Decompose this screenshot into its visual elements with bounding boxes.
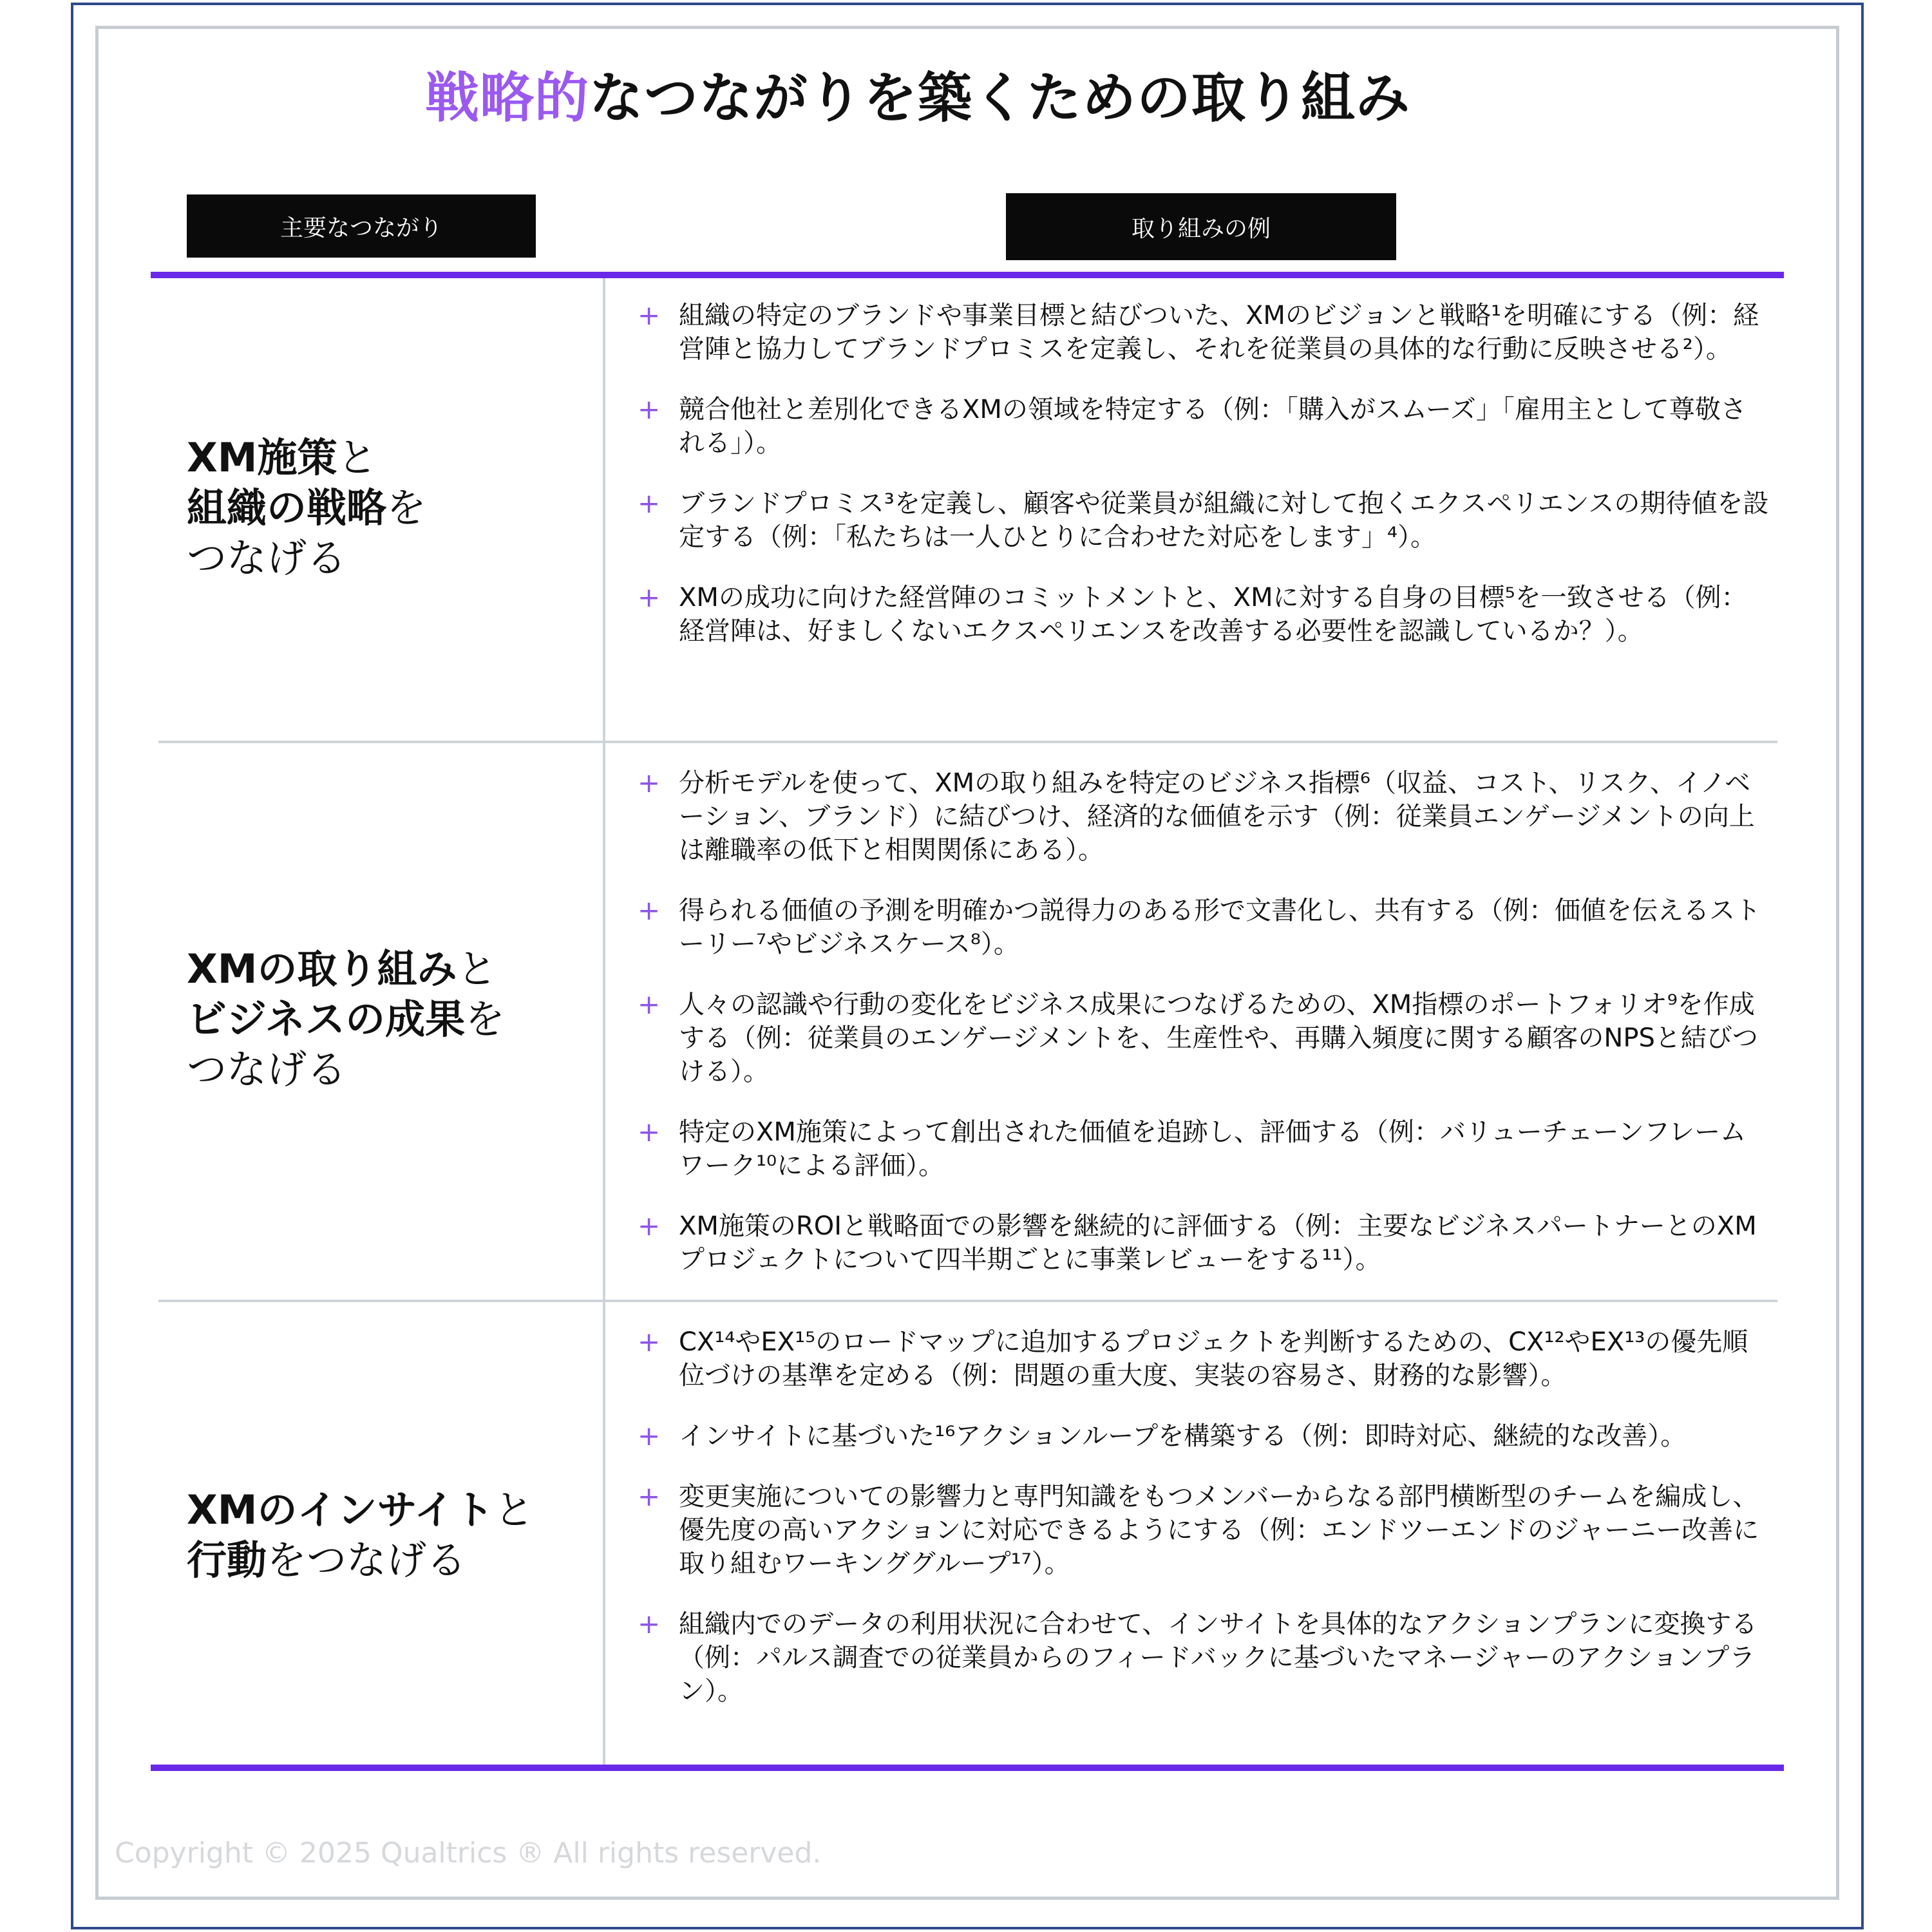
bullet-list-insights-action	[638, 1325, 1771, 1735]
row-label-business-outcomes	[187, 944, 586, 1095]
title-accent: 戦略的	[425, 66, 590, 129]
bullet-list-strategy	[638, 299, 1771, 675]
list-item: + 人々の認識や行動の変化をビジネス成果につなげるための、XM指標のポートフォリオ⁹を作成する（例：従業員のエンゲージメントを、生産性や、再購入頻度に関する顧客のNPSと結びつける）。	[638, 989, 1758, 1086]
row-label-text: と	[494, 1486, 535, 1533]
column-divider	[603, 278, 605, 1765]
row-label-bold: XM施策	[187, 434, 337, 481]
row-label-text: をつなげる	[267, 1537, 467, 1584]
row-label-bold: 行動	[187, 1537, 267, 1584]
plus-icon: +	[638, 1420, 661, 1452]
plus-icon: +	[638, 1326, 661, 1358]
list-item: + 競合他社と差別化できるXMの領域を特定する（例：「購入がスムーズ」「雇用主として尊敬される」）。	[638, 393, 1747, 458]
bullet-list-business-outcomes	[638, 766, 1771, 1303]
plus-icon: +	[638, 1210, 661, 1242]
plus-icon: +	[638, 582, 661, 613]
list-item: + 分析モデルを使って、XMの取り組みを特定のビジネス指標⁶（収益、コスト、リスク、イノベーション、ブランド）に結びつけ、経済的な価値を示す（例：従業員エンゲージメントの向上は離職率の低下と相関関係にある）。	[638, 767, 1755, 865]
list-item: + 組織の特定のブランドや事業目標と結びついた、XMのビジョンと戦略¹を明確にする（例：経営陣と協力してブランドプロミスを定義し、それを従業員の具体的な行動に反映させる²）。	[638, 299, 1759, 364]
row-divider	[158, 741, 1777, 743]
header-example-initiatives: 取り組みの例	[1006, 193, 1396, 260]
plus-icon: +	[638, 1481, 661, 1512]
plus-icon: +	[638, 488, 661, 519]
row-label-bold: XMのインサイト	[187, 1486, 495, 1533]
table-top-rule	[151, 272, 1784, 278]
title-rest: なつながりを築くための取り組み	[589, 66, 1411, 129]
row-label-text: と	[337, 434, 377, 481]
header-key-connections: 主要なつながり	[187, 194, 536, 258]
list-item: + 変更実施についての影響力と専門知識をもつメンバーからなる部門横断型のチームを編成し、優先度の高いアクションに対応できるようにする（例：エンドツーエンドのジャーニー改善に取り組むワーキンググループ¹⁷）。	[638, 1481, 1759, 1578]
plus-icon: +	[638, 767, 661, 799]
row-label-bold: XMの取り組み	[187, 945, 457, 992]
list-item: + ブランドプロミス³を定義し、顧客や従業員が組織に対して抱くエクスペリエンスの期待値を設定する（例：「私たちは一人ひとりに合わせた対応をします」⁴）。	[638, 488, 1769, 552]
row-label-bold: ビジネスの成果	[187, 996, 466, 1043]
list-item: + 特定のXM施策によって創出された価値を追跡し、評価する（例：バリューチェーンフレームワーク¹⁰による評価）。	[638, 1116, 1747, 1180]
plus-icon: +	[638, 1116, 661, 1148]
row-label-insights-action	[187, 1485, 586, 1586]
row-label-bold: 組織の戦略	[187, 484, 387, 531]
row-label-text: を	[465, 996, 506, 1043]
list-item: + CX¹⁴やEX¹⁵のロードマップに追加するプロジェクトを判断するための、CX¹²やEX¹³の優先順位づけの基準を定める（例：問題の重大度、実装の容易さ、財務的な影響）。	[638, 1326, 1748, 1390]
copyright-notice: Copyright © 2025 Qualtrics ® All rights reserved.	[115, 1837, 822, 1870]
row-label-text: つなげる	[187, 1046, 347, 1093]
row-label-text: を	[386, 484, 427, 531]
list-item: + 組織内でのデータの利用状況に合わせて、インサイトを具体的なアクションプランに変換する（例：パルス調査での従業員からのフィードバックに基づいたマネージャーのアクションプラン）。	[638, 1608, 1757, 1706]
row-label-text: つなげる	[187, 535, 347, 582]
plus-icon: +	[638, 393, 661, 425]
plus-icon: +	[638, 299, 661, 331]
plus-icon: +	[638, 895, 661, 926]
plus-icon: +	[638, 1608, 661, 1640]
row-label-strategy	[187, 433, 586, 583]
list-item: + XMの成功に向けた経営陣のコミットメントと、XMに対する自身の目標⁵を一致させる（例：経営陣は、好ましくないエクスペリエンスを改善する必要性を認識しているか？）。	[638, 582, 1747, 646]
list-item: + 得られる価値の予測を明確かつ説得力のある形で文書化し、共有する（例：価値を伝えるストーリー⁷やビジネスケース⁸）。	[638, 895, 1761, 959]
table-bottom-rule	[151, 1765, 1784, 1771]
page-title	[425, 55, 1584, 133]
list-item: + XM施策のROIと戦略面での影響を継続的に評価する（例：主要なビジネスパートナーとのXMプロジェクトについて四半期ごとに事業レビューをする¹¹）。	[638, 1210, 1757, 1274]
list-item: + インサイトに基づいた¹⁶アクションループを構築する（例：即時対応、継続的な改善）。	[638, 1420, 1687, 1452]
row-label-text: と	[457, 945, 497, 992]
plus-icon: +	[638, 989, 661, 1020]
